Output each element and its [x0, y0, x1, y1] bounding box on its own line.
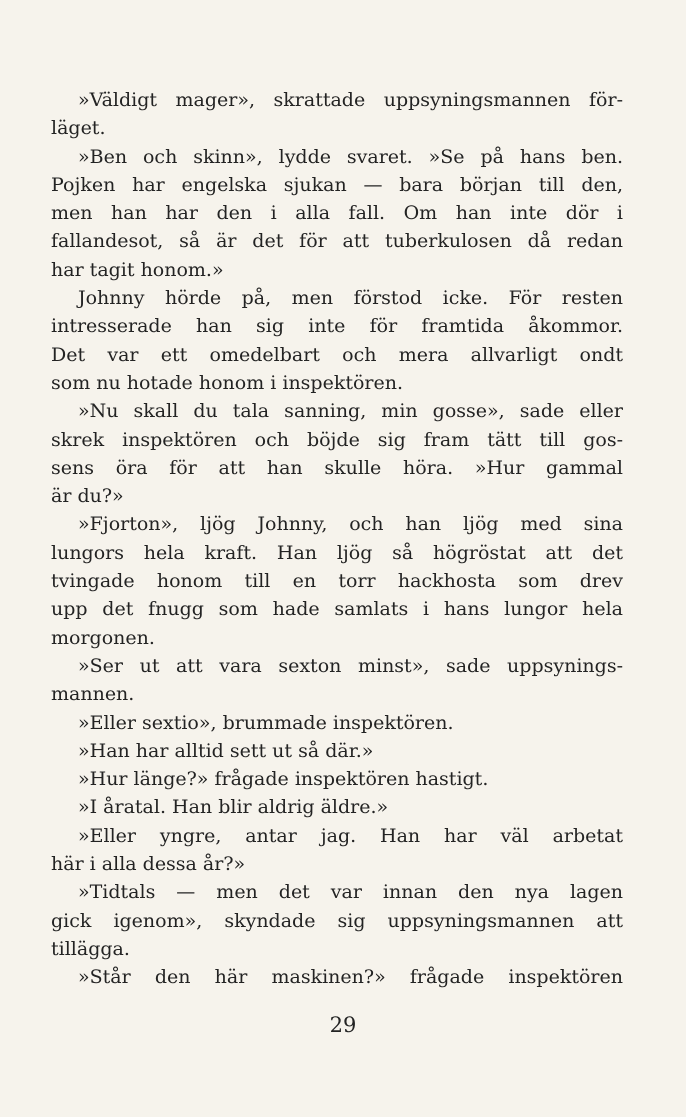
- text-line: har tagit honom.»: [51, 258, 224, 281]
- text-line: »I åratal. Han blir aldrig äldre.»: [78, 796, 389, 819]
- text-line: som nu hotade honom i inspektören.: [51, 371, 404, 394]
- text-line: »Han har alltid sett ut så där.»: [78, 739, 374, 762]
- text-line: Johnny hörde på, men förstod icke. För resten: [78, 287, 623, 310]
- text-line: »Ben och skinn», lydde svaret. »Se på hans ben.: [78, 145, 623, 168]
- text-line: intresserade han sig inte för framtida åkommor.: [51, 315, 623, 338]
- text-line: Pojken har engelska sjukan — bara början till den,: [51, 173, 623, 196]
- text-line: »Fjorton», ljög Johnny, och han ljög med sina: [78, 513, 623, 536]
- text-line: Det var ett omedelbart och mera allvarligt ondt: [51, 343, 623, 366]
- text-line: lungors hela kraft. Han ljög så högröstat att det: [51, 541, 623, 564]
- text-line: »Ser ut att vara sexton minst», sade uppsynings-: [78, 654, 623, 677]
- page-number: 29: [329, 1013, 357, 1037]
- text-line: men han har den i alla fall. Om han inte dör i: [51, 202, 623, 225]
- text-line: är du?»: [51, 485, 124, 508]
- text-line: »Eller yngre, antar jag. Han har väl arbetat: [78, 824, 623, 847]
- text-line: skrek inspektören och böjde sig fram tätt till gos-: [51, 428, 623, 451]
- text-line: »Hur länge?» frågade inspektören hastigt.: [78, 768, 489, 791]
- text-line: »Väldigt mager», skrattade uppsyningsmannen för-: [78, 89, 623, 111]
- text-line: »Nu skall du tala sanning, min gosse», sade eller: [78, 400, 623, 423]
- text-line: morgonen.: [51, 626, 155, 649]
- text-line: här i alla dessa år?»: [51, 853, 246, 876]
- text-line: mannen.: [51, 683, 135, 706]
- text-line: gick igenom», skyndade sig uppsyningsmannen att: [51, 909, 623, 932]
- text-line: fallandesot, så är det för att tuberkulosen då redan: [51, 230, 623, 253]
- text-line: tillägga.: [51, 937, 130, 960]
- text-line: tvingade honom till en torr hackhosta som drev: [51, 570, 623, 593]
- text-line: läget.: [51, 117, 106, 140]
- text-line: »Tidtals — men det var innan den nya lagen: [78, 881, 623, 904]
- text-line: sens öra för att han skulle höra. »Hur gammal: [51, 456, 623, 479]
- body-text: [51, 86, 623, 992]
- text-line: »Eller sextio», brummade inspektören.: [78, 711, 454, 734]
- text-line: »Står den här maskinen?» frågade inspektören: [78, 966, 623, 989]
- text-line: upp det fnugg som hade samlats i hans lungor hela: [51, 598, 623, 621]
